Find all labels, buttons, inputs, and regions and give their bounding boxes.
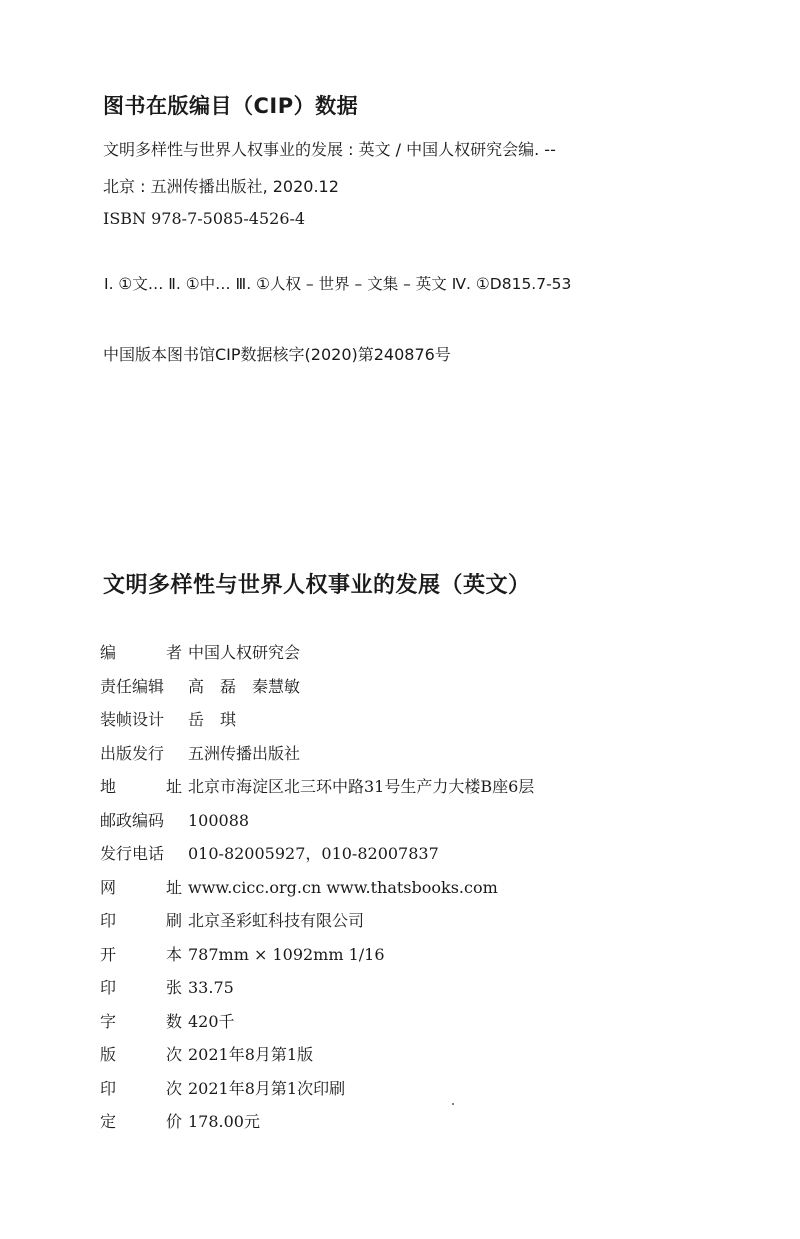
cip-heading: 图书在版编目（CIP）数据: [103, 94, 359, 118]
publication-info-table: [100, 640, 534, 1143]
info-label: [100, 808, 182, 831]
info-label-text: 址: [165, 777, 182, 796]
info-label-text: 编: [100, 643, 117, 662]
info-value: 100088: [188, 810, 250, 830]
cip-classification: Ⅰ. ①文… Ⅱ. ①中… Ⅲ. ①人权 – 世界 – 文集 – 英文 Ⅳ. ①D815.7-53: [104, 275, 572, 293]
scan-speck: [452, 1103, 454, 1105]
info-label-text: 印: [100, 1078, 117, 1098]
info-value: 五洲传播出版社: [188, 743, 301, 763]
info-label: [100, 1109, 182, 1132]
info-label-text: 次: [165, 1045, 182, 1064]
info-label: [100, 707, 182, 730]
info-label-text: 装帧设计: [100, 710, 165, 729]
info-label: [100, 674, 182, 697]
info-value: 高 磊 秦慧敏: [188, 676, 301, 696]
info-label-text: 字: [100, 1011, 117, 1031]
info-row: [100, 1042, 534, 1076]
info-label-text: 版: [100, 1045, 117, 1064]
info-label: [100, 942, 182, 965]
cip-line-title: 文明多样性与世界人权事业的发展 : 英文 / 中国人权研究会编. --: [103, 140, 556, 159]
cip-verification-number: 中国版本图书馆CIP数据核字(2020)第240876号: [103, 345, 451, 364]
info-label-text: 者: [165, 643, 182, 662]
info-value: 岳 琪: [188, 710, 237, 729]
info-row: [100, 1076, 534, 1110]
info-label-text: 本: [165, 944, 182, 964]
info-row: [100, 808, 534, 842]
info-label: [100, 908, 182, 931]
info-value: 010-82005927，010-82007837: [188, 844, 439, 863]
info-label-text: 数: [165, 1011, 182, 1031]
info-value: 2021年8月第1版: [188, 1045, 314, 1064]
info-value: 420千: [188, 1011, 235, 1031]
info-value: www.cicc.org.cn www.thatsbooks.com: [188, 877, 498, 897]
info-label: [100, 841, 182, 864]
info-row: [100, 975, 534, 1009]
book-title: 文明多样性与世界人权事业的发展（英文）: [103, 573, 531, 598]
info-label-text: 印: [100, 978, 117, 997]
info-value: 北京圣彩虹科技有限公司: [188, 911, 365, 930]
info-label: [100, 640, 182, 663]
info-label: [100, 975, 182, 998]
info-label-text: 张: [165, 978, 182, 997]
cip-isbn: ISBN 978-7-5085-4526-4: [103, 209, 306, 228]
info-label: [100, 741, 182, 764]
cip-line-publisher: 北京 : 五洲传播出版社, 2020.12: [103, 177, 339, 196]
info-row: [100, 908, 534, 942]
info-row: [100, 741, 534, 775]
info-label: [100, 875, 182, 898]
info-label-text: 开: [100, 944, 117, 964]
info-label-text: 址: [165, 877, 182, 897]
info-label: [100, 774, 182, 797]
info-label-text: 地: [100, 777, 117, 796]
info-label-text: 印: [100, 911, 117, 930]
info-value: 33.75: [188, 978, 234, 997]
info-row: [100, 707, 534, 741]
info-label: [100, 1009, 182, 1032]
info-row: [100, 942, 534, 976]
info-value: 787mm × 1092mm 1/16: [188, 944, 385, 964]
info-value: 178.00元: [188, 1112, 260, 1131]
info-row: [100, 640, 534, 674]
info-label-text: 次: [165, 1078, 182, 1098]
info-label-text: 邮政编码: [100, 810, 165, 830]
info-label-text: 网: [100, 877, 117, 897]
info-label-text: 发行电话: [100, 844, 165, 863]
info-label-text: 出版发行: [100, 743, 165, 763]
info-row: [100, 841, 534, 875]
info-row: [100, 1009, 534, 1043]
info-label-text: 责任编辑: [100, 676, 165, 696]
info-row: [100, 774, 534, 808]
info-row: [100, 875, 534, 909]
info-label-text: 定: [100, 1112, 117, 1131]
info-row: [100, 1109, 534, 1143]
info-label-text: 价: [165, 1112, 182, 1131]
info-label-text: 刷: [165, 911, 182, 930]
info-label: [100, 1042, 182, 1065]
info-value: 北京市海淀区北三环中路31号生产力大楼B座6层: [188, 777, 535, 796]
info-row: [100, 674, 534, 708]
info-value: 中国人权研究会: [188, 643, 301, 662]
info-label: [100, 1076, 182, 1099]
info-value: 2021年8月第1次印刷: [188, 1078, 346, 1098]
